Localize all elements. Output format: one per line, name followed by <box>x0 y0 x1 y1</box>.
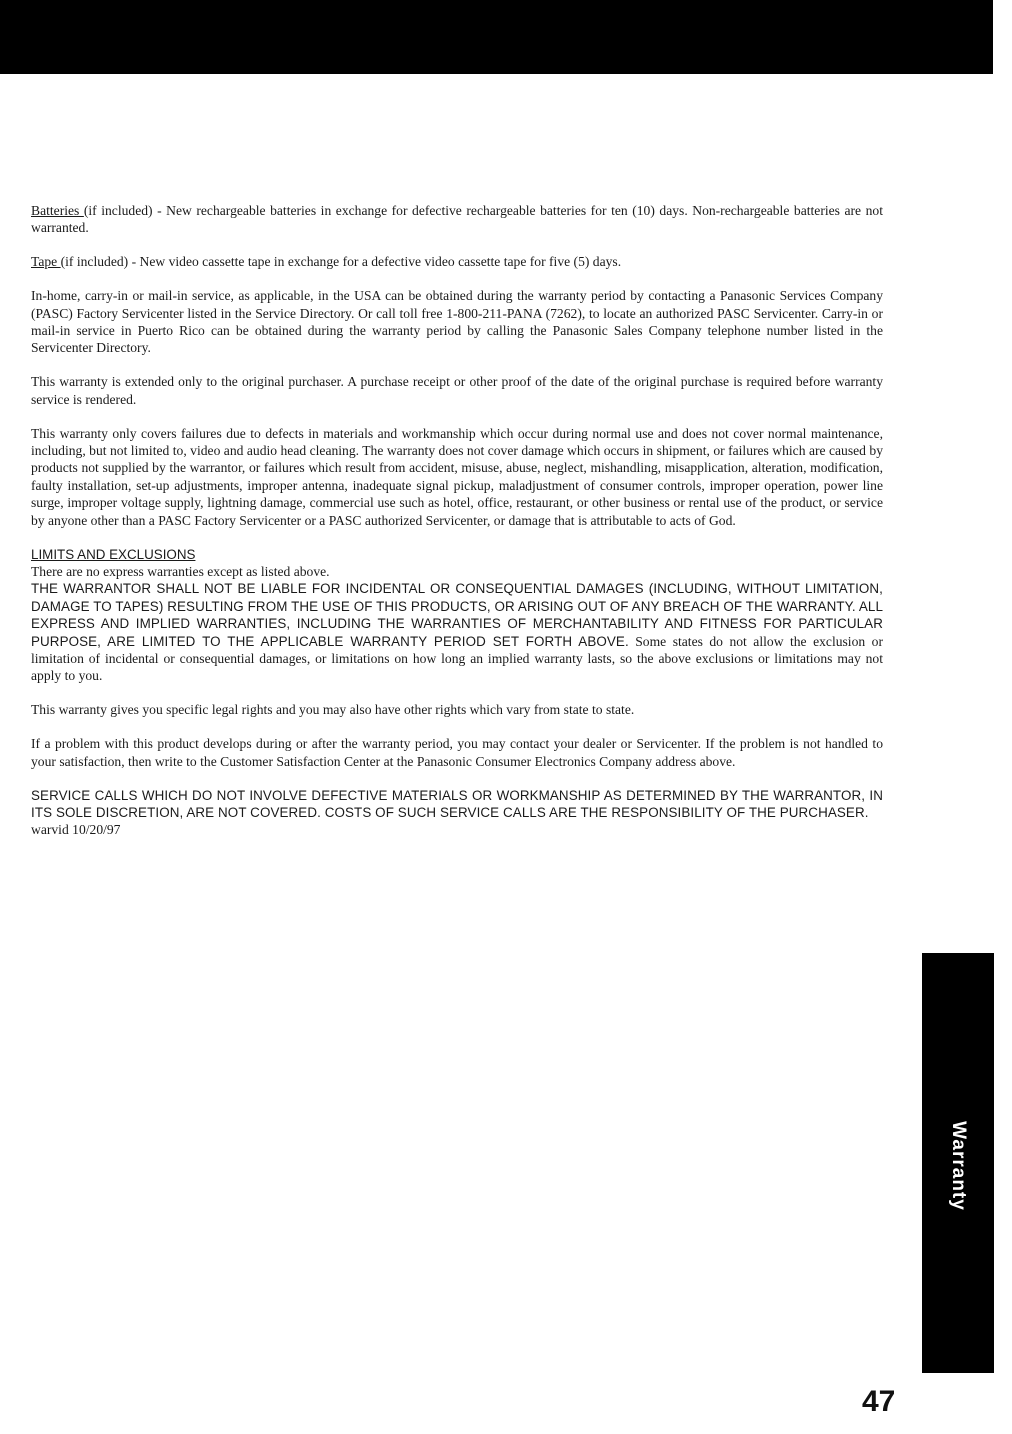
coverage-paragraph: This warranty only covers failures due to defects in materials and workmanship which occur during normal use and does not cover normal maintenance, including, but not limited to, video and audio head cleaning. The warranty does not cover damage which occurs in shipment, or failures which are caused by products not supplied by the warrantor, or failures which result from accident, misuse, abuse, neglect, mishandling, misapplication, alteration, modification, faulty installation, set-up adjustments, improper antenna, inadequate signal pickup, maladjustment of consumer controls, improper operation, power line surge, improper voltage supply, lightning damage, commercial use such as hotel, office, restaurant, or other business or rental use of the product, or service by anyone other than a PASC Factory Servicenter or a PASC authorized Servicenter, or damage that is attributable to acts of God. <box>31 425 883 528</box>
warranty-text-body <box>31 202 883 839</box>
page-number: 47 <box>862 1385 896 1418</box>
service-paragraph: In-home, carry-in or mail-in service, as applicable, in the USA can be obtained during the warranty period by contacting a Panasonic Services Company (PASC) Factory Servicenter listed in the Service Directory. Or call toll free 1-800-211-PANA (7262), to locate an authorized PASC Servicenter. Carry-in or mail-in service in Puerto Rico can be obtained during the warranty period by calling the Panasonic Sales Company telephone number listed in the Servicenter Directory. <box>31 288 883 356</box>
service-calls-caps-text: SERVICE CALLS WHICH DO NOT INVOLVE DEFECTIVE MATERIALS OR WORKMANSHIP AS DETERMINED BY THE WARRANTOR, IN ITS SOLE DISCRETION, ARE NOT COVERED. COSTS OF SUCH SERVICE CALLS ARE THE RESPONSIBILITY OF THE PURCHASER. <box>31 787 883 820</box>
limits-section <box>31 546 883 685</box>
date-code: warvid 10/20/97 <box>31 822 121 838</box>
limits-intro: There are no express warranties except as listed above. <box>31 564 330 579</box>
limits-heading: LIMITS AND EXCLUSIONS <box>31 546 196 562</box>
top-black-bar <box>0 0 993 74</box>
service-calls-paragraph <box>31 787 883 839</box>
original-purchaser-paragraph: This warranty is extended only to the original purchaser. A purchase receipt or other proof of the date of the original purchase is required before warranty service is rendered. <box>31 374 883 407</box>
problem-paragraph: If a problem with this product develops during or after the warranty period, you may contact your dealer or Servicenter. If the problem is not handled to your satisfaction, then write to the Customer Satisfaction Center at the Panasonic Consumer Electronics Company address above. <box>31 736 883 769</box>
tape-label: Tape <box>31 254 61 270</box>
tape-text: (if included) - New video cassette tape in exchange for a defective video cassette tape for five (5) days. <box>60 254 622 270</box>
batteries-label: Batteries <box>31 203 84 218</box>
tape-paragraph <box>31 253 883 270</box>
limits-caps-text: THE WARRANTOR SHALL NOT BE LIABLE FOR INCIDENTAL OR CONSEQUENTIAL DAMAGES (INCLUDING, WITHOUT LIMITATION, DAMAGE TO TAPES) RESULTING FROM THE USE OF THIS PRODUCTS, OR ARISING OUT OF ANY BREACH OF THE WARRANTY. ALL EXPRESS AND IMPLIED WARRANTIES, INCLUDING THE WARRANTIES OF MERCHANTABILITY AND FITNESS FOR PARTICULAR PURPOSE, ARE LIMITED TO THE APPLICABLE WARRANTY PERIOD SET FORTH ABOVE. <box>31 581 883 649</box>
side-tab-label: Warranty <box>948 1121 969 1211</box>
warranty-side-tab <box>922 953 994 1373</box>
batteries-paragraph <box>31 202 883 237</box>
legal-rights-paragraph: This warranty gives you specific legal rights and you may also have other rights which vary from state to state. <box>31 702 635 718</box>
batteries-text: (if included) - New rechargeable batteries in exchange for defective rechargeable batteries for ten (10) days. Non-rechargeable batteries are not warranted. <box>31 203 883 236</box>
limits-tail-text: Some states do not allow the exclusion or limitation of incidental or consequential damages, or limitations on how long an implied warranty lasts, so the above exclusions or limitations may not apply to you. <box>31 633 883 684</box>
